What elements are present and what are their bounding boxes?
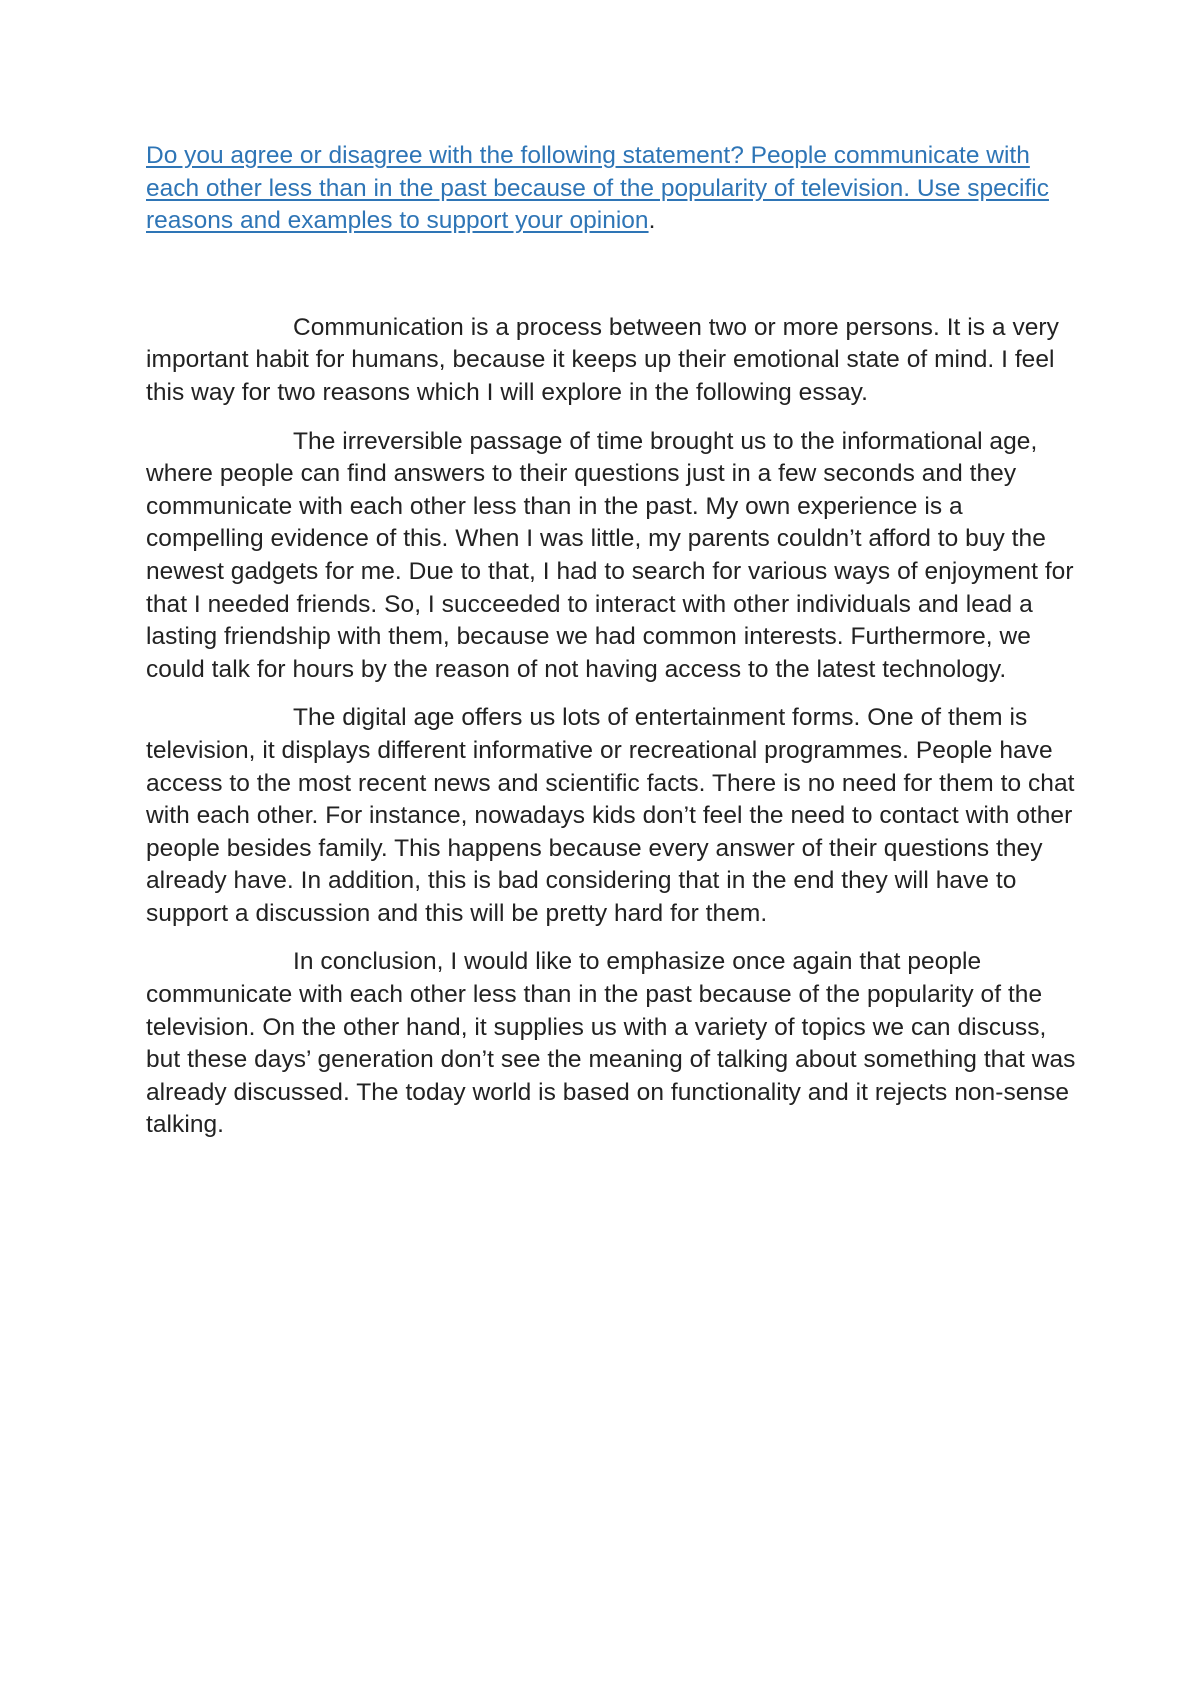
document-page bbox=[146, 140, 1076, 1158]
essay-paragraph-body-1: The irreversible passage of time brought us to the informational age, where people can find answers to their questions just in a few seconds and they communicate with each other less than in the past. My own experience is a compelling evidence of this. When I was little, my parents couldn’t afford to buy the newest gadgets for me. Due to that, I had to search for various ways of enjoyment for that I needed friends. So, I succeeded to interact with other individuals and lead a lasting friendship with them, because we had common interests. Furthermore, we could talk for hours by the reason of not having access to the latest technology. bbox=[146, 427, 1074, 683]
prompt-link[interactable]: Do you agree or disagree with the following statement? People communicate with each other less than in the past because of the popularity of television. Use specific reasons and examples to support your opinion bbox=[146, 142, 1049, 235]
essay-prompt bbox=[146, 140, 1076, 238]
essay-paragraph-body-2: The digital age offers us lots of entertainment forms. One of them is television, it displays different informative or recreational programmes. People have access to the most recent news and scientific facts. There is no need for them to chat with each other. For instance, nowadays kids don’t feel the need to contact with other people besides family. This happens because every answer of their questions they already have. In addition, this is bad considering that in the end they will have to support a discussion and this will be pretty hard for them. bbox=[146, 704, 1075, 927]
essay-body bbox=[146, 312, 1076, 1142]
prompt-period: . bbox=[648, 207, 656, 235]
essay-paragraph-intro: Communication is a process between two or more persons. It is a very important habit for humans, because it keeps up their emotional state of mind. I feel this way for two reasons which I will explore in the following essay. bbox=[146, 313, 1059, 406]
essay-paragraph-conclusion: In conclusion, I would like to emphasize once again that people communicate with each other less than in the past because of the popularity of the television. On the other hand, it supplies us with a variety of topics we can discuss, but these days’ generation don’t see the meaning of talking about something that was already discussed. The today world is based on functionality and it rejects non-sense talking. bbox=[146, 948, 1076, 1139]
